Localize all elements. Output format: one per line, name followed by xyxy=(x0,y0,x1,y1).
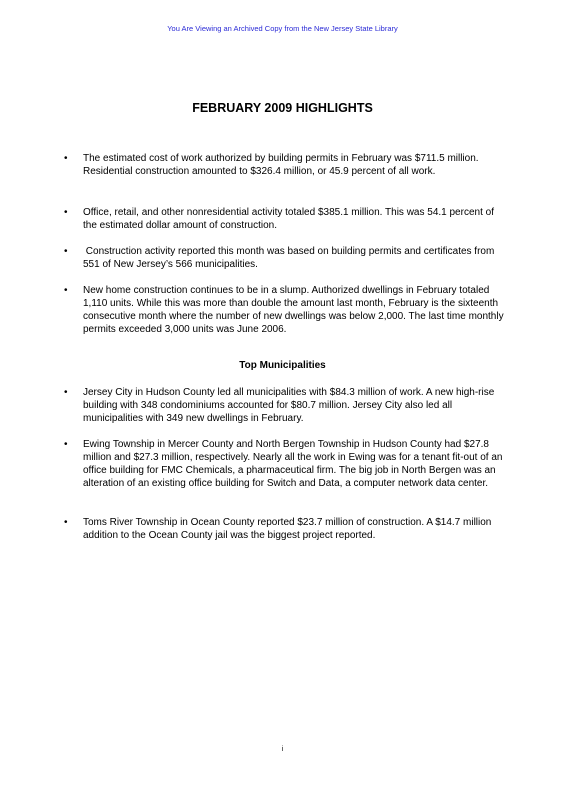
bullet-icon: • xyxy=(64,207,68,218)
highlight-text: Construction activity reported this month was based on building permits and certificates from 551 of New Jersey’s 566 municipalities. xyxy=(83,246,498,270)
municipality-text: Toms River Township in Ocean County reported $23.7 million of construction. A $14.7 million addition to the Ocean County jail was the biggest project reported. xyxy=(83,517,492,541)
municipality-item xyxy=(64,438,504,490)
municipality-item xyxy=(64,386,504,425)
section-heading-top-municipalities: Top Municipalities xyxy=(239,360,326,371)
highlight-item xyxy=(64,284,504,336)
highlight-text: New home construction continues to be in a slump. Authorized dwellings in February totaled 1,110 units. While this was more than double the amount last month, February is the sixteenth consecutive month where the number of new dwellings was below 2,000. The last time monthly permits exceeded 3,000 units was June 2006. xyxy=(83,285,504,335)
municipality-item xyxy=(64,516,504,542)
highlight-text: The estimated cost of work authorized by building permits in February was $711.5 million. Residential construction amounted to $326.4 million, or 45.9 percent of all work. xyxy=(83,153,479,177)
bullet-icon: • xyxy=(64,387,68,398)
municipality-text: Ewing Township in Mercer County and North Bergen Township in Hudson County had $27.8 million and $27.3 million, respectively. Nearly all the work in Ewing was for a tenant fit-out of an office building for FMC Chemicals, a pharmaceutical firm. The big job in North Bergen was an alteration of an existing office building for Switch and Data, a computer network data center. xyxy=(83,439,503,489)
bullet-icon: • xyxy=(64,246,68,257)
bullet-icon: • xyxy=(64,517,68,528)
highlight-text: Office, retail, and other nonresidential activity totaled $385.1 million. This was 54.1 percent of the estimated dollar amount of construction. xyxy=(83,207,494,231)
page-title: FEBRUARY 2009 HIGHLIGHTS xyxy=(192,101,373,115)
highlight-item xyxy=(64,152,504,178)
archive-banner: You Are Viewing an Archived Copy from the New Jersey State Library xyxy=(167,24,398,33)
municipality-text: Jersey City in Hudson County led all municipalities with $84.3 million of work. A new high-rise building with 348 condominiums accounted for $80.7 million. Jersey City also led all municipalities with 349 new dwellings in February. xyxy=(83,387,495,424)
highlight-item xyxy=(64,206,504,232)
highlight-item xyxy=(64,245,504,271)
bullet-icon: • xyxy=(64,153,68,164)
page-number: i xyxy=(281,746,284,753)
bullet-icon: • xyxy=(64,439,68,450)
bullet-icon: • xyxy=(64,285,68,296)
